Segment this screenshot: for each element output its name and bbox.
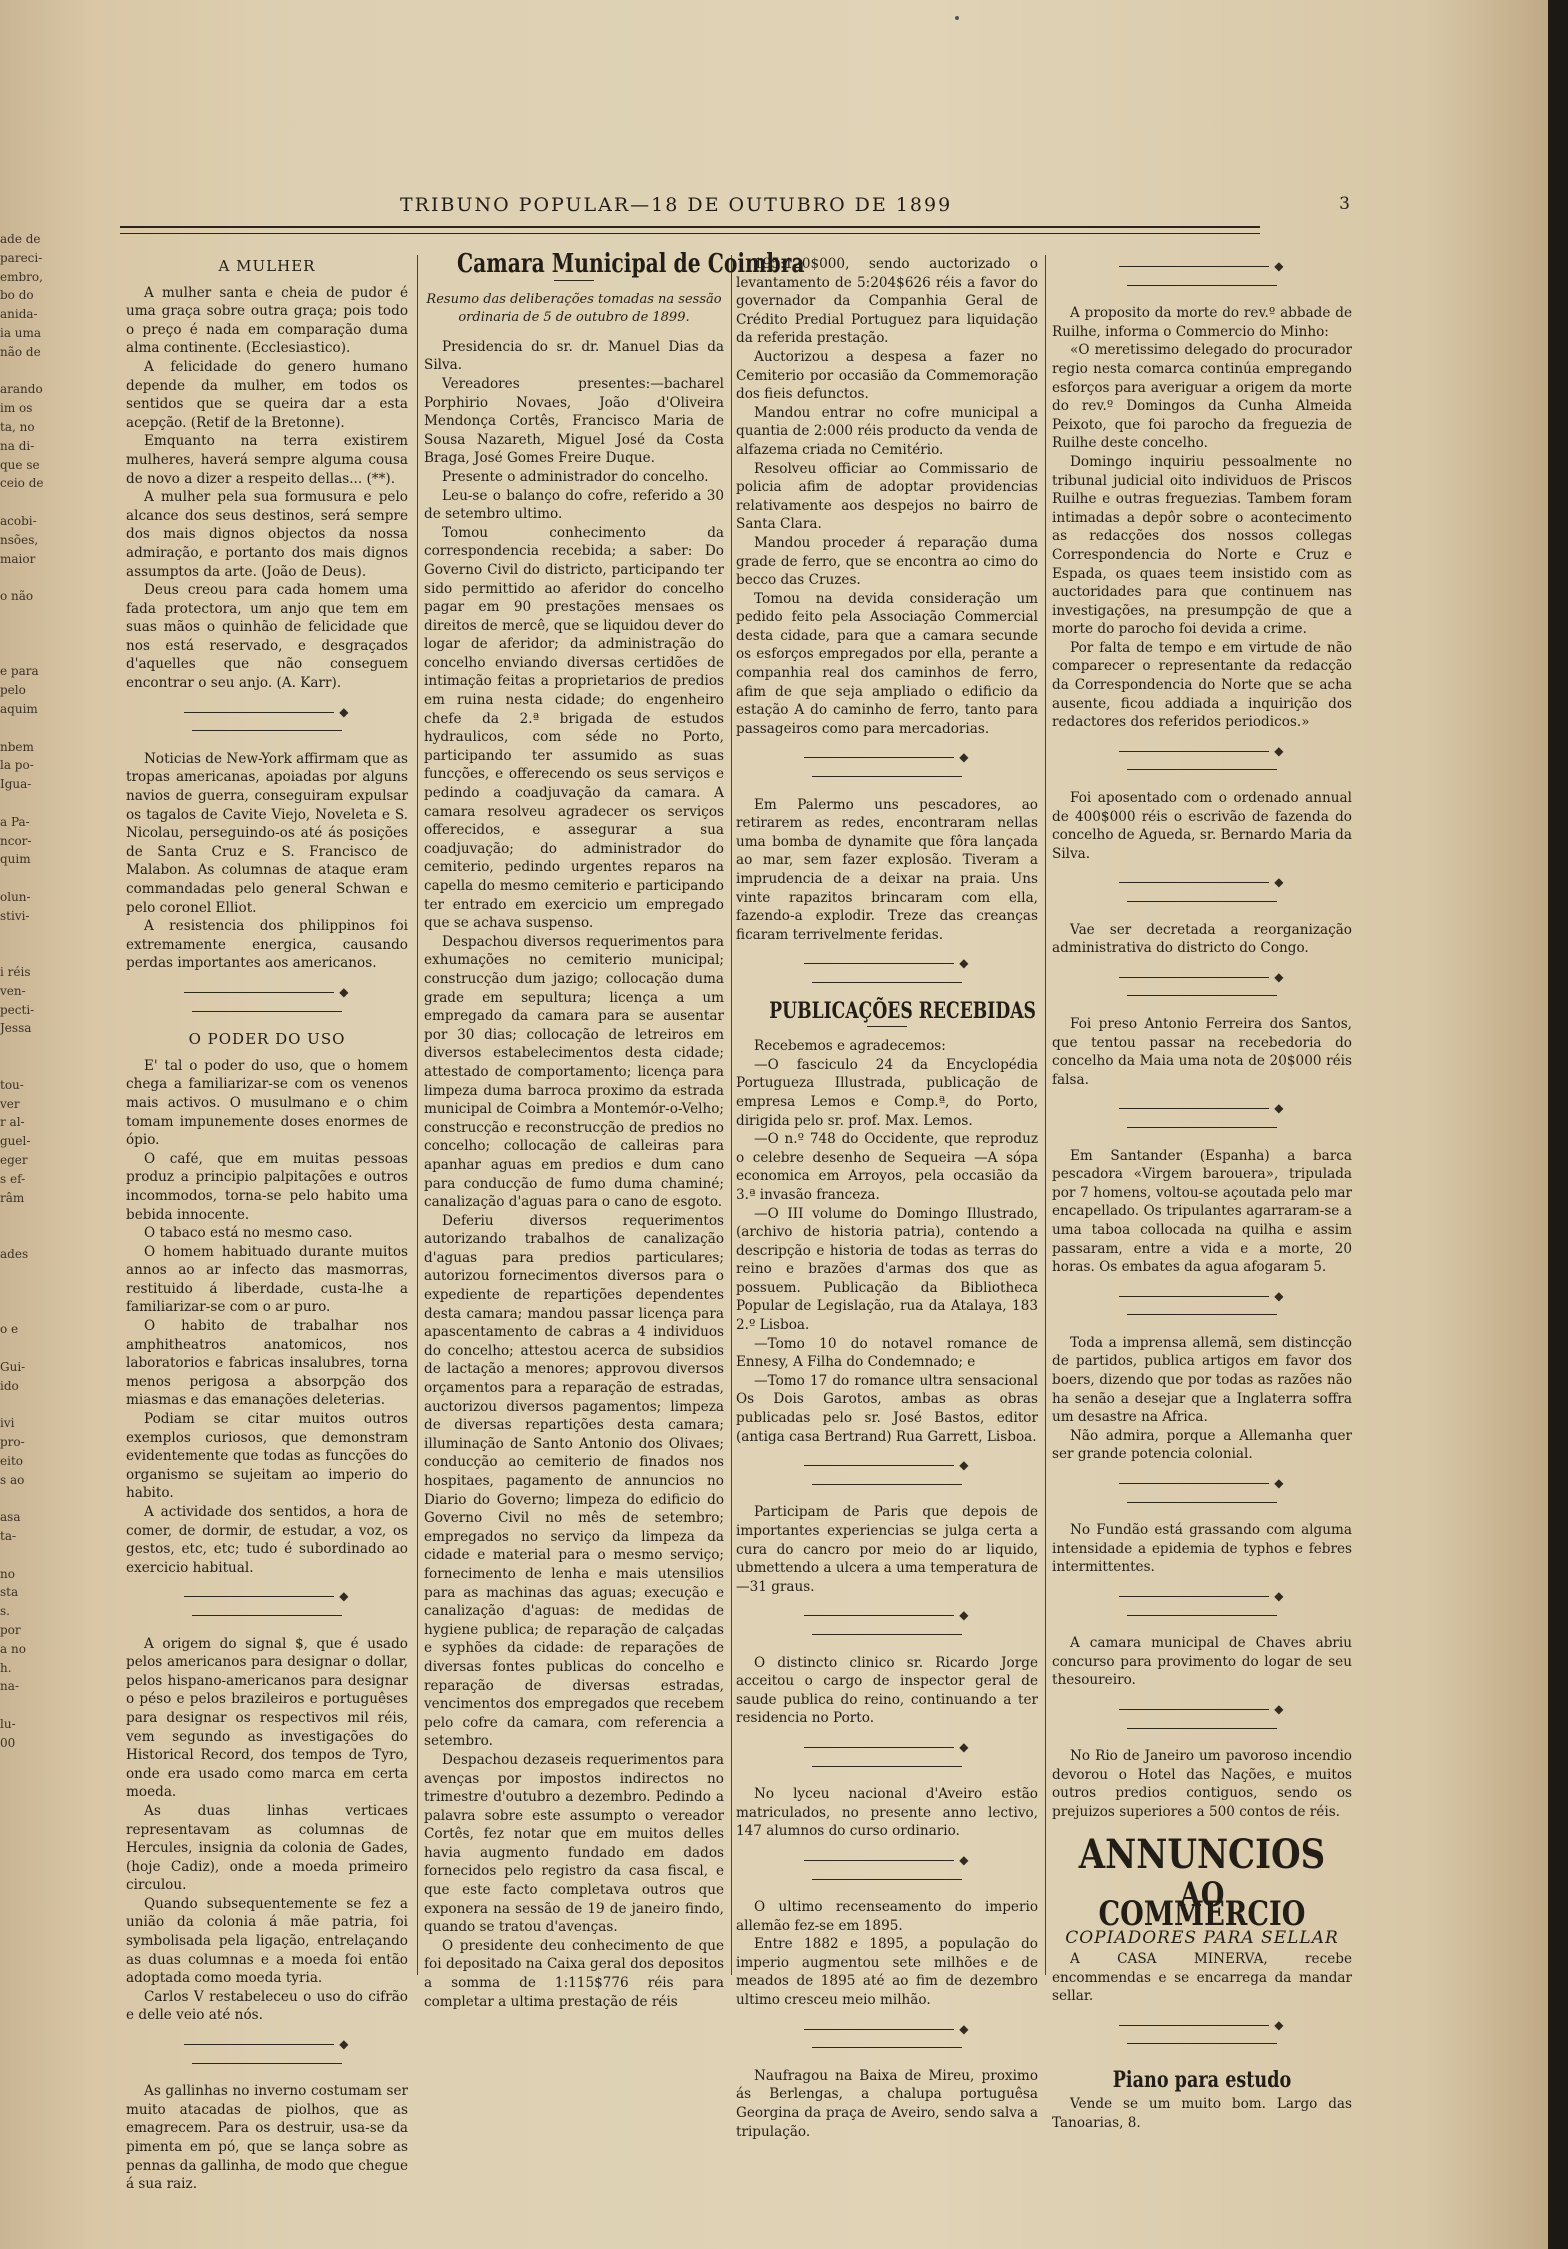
previous-page-edge	[0, 230, 44, 2030]
prev-page-fragment	[0, 1057, 32, 1076]
article-camara	[424, 338, 724, 2011]
article-congo: Vae ser decretada a reorganização administrativa do districto do Congo.	[1052, 921, 1352, 957]
prev-page-fragment: ta-	[0, 1528, 17, 1543]
prev-page-fragment: ades	[0, 1247, 29, 1262]
section-title-publicacoes: PUBLICAÇÕES RECEBIDAS	[769, 997, 1036, 1024]
paragraph: As gallinhas no inverno costumam ser muito atacadas de piolhos, que as emagrecem. Para os destruir, usa-se da pimenta em pó, que se lança sobre as pennas da gallinha, de modo que chegue á sua raiz.	[126, 2083, 408, 2193]
prev-page-fragment: ivi	[0, 1416, 15, 1431]
prev-page-fragment: lu-	[0, 1716, 16, 1731]
prev-page-fragment: olun-	[0, 889, 31, 904]
prev-page-fragment	[0, 1226, 32, 1245]
paragraph: Podiam se citar muitos outros exemplos curiosos, que demonstram evidentemente que todas as funcções do organismo se sujeitam ao imperio do habito.	[126, 1411, 408, 1502]
paragraph: Entre 1882 e 1895, a população do imperio augmentou sete milhões e de meados de 1895 até ao fim de dezembro ultimo cresceu meio milhão.	[736, 1936, 1038, 2009]
ornament-divider: ◆	[736, 2020, 1038, 2057]
masthead-title: TRIBUNO POPULAR—18 DE OUTUBRO DE 1899	[400, 194, 953, 216]
ornament-divider: ◆	[1052, 742, 1352, 779]
ornament-divider: ◆	[1052, 1099, 1352, 1136]
column-separator	[1045, 255, 1046, 1975]
prev-page-fragment	[0, 625, 32, 644]
article-title-mulher: A MULHER	[218, 257, 316, 275]
prev-page-fragment: r al-	[0, 1115, 25, 1130]
masthead	[120, 190, 1350, 222]
prev-page-fragment: e para	[0, 664, 39, 679]
prev-page-fragment: maior	[0, 551, 36, 566]
paragraph: A resistencia dos philippinos foi extremamente energica, causando perdas importantes aos americanos.	[126, 918, 408, 972]
paragraph: A proposito da morte do rev.º abbade de Ruilhe, informa o Commercio do Minho:	[1052, 305, 1352, 340]
prev-page-fragment: pelo	[0, 683, 26, 698]
article-camara-continued	[736, 255, 1038, 738]
column-3	[736, 255, 1038, 2141]
annuncios-heading: ANNUNCIOS	[1078, 1830, 1326, 1878]
masthead-rule-bottom	[120, 233, 1260, 234]
prev-page-fragment: ncor-	[0, 833, 32, 848]
ad-copiadores: COPIADORES PARA SELLAR	[1065, 1928, 1339, 1949]
prev-page-fragment: i réis	[0, 965, 31, 980]
paragraph: Presidencia do sr. dr. Manuel Dias da Silva.	[424, 338, 724, 374]
prev-page-fragment: na di-	[0, 438, 35, 453]
paragraph: Tomou na devida consideração um pedido feito pela Associação Commercial desta cidade, para que a camara secunde os esforços empregados por ella, perante a companhia real dos caminhos de ferro, afim de que seja ampliado o edificio da estação A do caminho de ferro, tanto para passageiros como para mercadorias.	[736, 590, 1038, 737]
prev-page-fragment	[0, 1395, 32, 1414]
ornament-divider: ◆	[126, 983, 408, 1020]
prev-page-fragment: aquim	[0, 701, 38, 716]
ornament-divider: ◆	[736, 748, 1038, 785]
prev-page-fragment	[0, 1546, 32, 1565]
column-separator	[417, 255, 418, 1975]
prev-page-fragment: quim	[0, 852, 31, 867]
prev-page-fragment: s.	[0, 1604, 10, 1619]
prev-page-fragment: nsões,	[0, 532, 39, 547]
prev-page-fragment: h.	[0, 1660, 12, 1675]
prev-page-fragment	[0, 362, 32, 381]
prev-page-fragment: 00	[0, 1735, 16, 1750]
ornament-divider: ◆	[736, 1456, 1038, 1493]
prev-page-fragment: ade de	[0, 232, 41, 246]
page-number: 3	[1339, 194, 1350, 214]
paragraph: Deus creou para cada homem uma fada protectora, um anjo que tem em suas mãos o quinhão de felicidade que nos está reservado, e desgraçados d'aquelles que não conseguem encontrar o seu anjo. (A. Karr).	[126, 582, 408, 692]
prev-page-fragment	[0, 1339, 32, 1358]
article-ruilhe	[1052, 304, 1352, 732]
ornament-divider: ◆	[1052, 1587, 1352, 1624]
article-palermo: Em Palermo uns pescadores, ao retirarem as redes, encontraram nellas uma bomba de dynamite que fôra lançada ao mar, sem fazer explosão. Tiveram a imprudencia de a deixar na praia. Uns vinte rapazitos brincaram com ella, fazendo-a explodir. Treze das creanças ficaram terrivelmente feridas.	[736, 796, 1038, 943]
paragraph: Recebemos e agradecemos:	[754, 1038, 946, 1055]
prev-page-fragment: im os	[0, 401, 33, 416]
paragraph: E' tal o poder do uso, que o homem chega a familiarizar-se com os venenos mais activos. O musulmano e o chim tomam impunemente doses enormes de ópio.	[126, 1057, 408, 1149]
masthead-rule-top	[120, 226, 1260, 228]
paragraph: O tabaco está no mesmo caso.	[144, 1225, 353, 1242]
paragraph: O café, que em muitas pessoas produz a principio palpitações e outros incommodos, torna-se pelo habito uma bebida innocente.	[126, 1150, 408, 1223]
article-title-poder: O PODER DO USO	[188, 1030, 346, 1049]
prev-page-fragment: na-	[0, 1679, 19, 1694]
article-lyceu: No lyceu nacional d'Aveiro estão matriculados, no presente anno lectivo, 147 alumnos do curso ordinario.	[736, 1786, 1038, 1840]
prev-page-fragment: pareci-	[0, 250, 43, 265]
prev-page-fragment	[0, 493, 32, 512]
article-aposentado: Foi aposentado com o ordenado annual de 400$000 réis o escrivão de fazenda do concelho de Agueda, sr. Bernardo Maria da Silva.	[1052, 790, 1352, 862]
paragraph: O homem habituado durante muitos annos ao ar infecto das masmorras, restituido á liberdade, custa-lhe a familiarizar-se com o ar puro.	[126, 1243, 408, 1316]
paragraph: —O fasciculo 24 da Encyclopédia Portugueza Illustrada, publicação de empresa Lemos e Comp.ª, do Porto, dirigida pelo sr. prof. Max. Lemos.	[736, 1056, 1038, 1129]
article-naufragio: Naufragou na Baixa de Mireu, proximo ás Berlengas, a chalupa portuguêsa Georgina da praça de Aveiro, sendo salva a tripulação.	[736, 2067, 1038, 2140]
paragraph: Emquanto na terra existirem mulheres, haverá sempre alguma cousa de novo a dizer a respeito dellas... (**).	[126, 433, 408, 487]
prev-page-fragment: o e	[0, 1322, 19, 1337]
prev-page-fragment	[0, 944, 32, 963]
paragraph: Noticias de New-York affirmam que as tropas americanas, apoiadas por alguns navios de guerra, conseguiram expulsar os tagalos de Cavite Viejo, Noveleta e S. Nicolau, perseguindo-os até ás posições de Santa Cruz e S. Francisco de Malabon. As columnas de ataque eram commandadas pelo general Schwan e pelo coronel Elliot.	[126, 750, 408, 916]
prev-page-fragment	[0, 719, 32, 738]
prev-page-fragment: por	[0, 1622, 21, 1637]
short-rule	[867, 1026, 907, 1027]
paragraph: Não admira, porque a Allemanha quer ser grande potencia colonial.	[1052, 1427, 1352, 1463]
paragraph: As duas linhas verticaes representavam as columnas de Hercules, insignia da colonia de Gades, (hoje Cadiz), onde a moeda primeiro circulou.	[126, 1802, 408, 1894]
prev-page-fragment: acobi-	[0, 513, 37, 528]
ornament-divider: ◆	[736, 954, 1038, 991]
ad-commercio-heading: AO COMMERCIO	[1098, 1875, 1306, 1934]
article-mulher	[126, 284, 408, 693]
paragraph: —O n.º 748 do Occidente, que reproduz o celebre desenho de Sequeira —A sópa economica em Arroyos, pela occasião da 3.ª invasão franceza.	[736, 1131, 1038, 1203]
prev-page-fragment: tou-	[0, 1077, 24, 1092]
ornament-divider: ◆	[736, 1738, 1038, 1775]
paragraph: —O III volume do Domingo Illustrado, (archivo de historia patria), contendo a descripção e historia de todas as terras do reino e brazões d'armas dos que as possuem. Publicação da Bibliotheca Popular de Legislação, rua da Atalaya, 183 2.º Lisboa.	[736, 1205, 1038, 1334]
paragraph: Domingo inquiriu pessoalmente no tribunal judicial oito individuos de Priscos Ruilhe e outras freguezias. Tambem foram intimadas a depôr sobre o acontecimento as redacções dos nossos collegas Correspondencia do Norte e Cruz e Espada, os quaes teem insistido com as auctoridades para que continuem nas investigações, na presumpção de que a morte do parocho foi devida a crime.	[1052, 453, 1352, 638]
paragraph: Toda a imprensa allemã, sem distincção de partidos, publica artigos em favor dos boers, dizendo que por todas as razões não ha senão a desejar que a Inglaterra soffra um desastre na Africa.	[1052, 1334, 1352, 1426]
ad-minerva: A CASA MINERVA, recebe encommendas e se encarrega da mandar sellar.	[1052, 1950, 1352, 2005]
prev-page-fragment	[0, 1301, 32, 1320]
column-2	[424, 249, 805, 2011]
prev-page-fragment	[0, 568, 32, 587]
prev-page-fragment: ven-	[0, 983, 26, 998]
ornament-divider: ◆	[1052, 2016, 1352, 2053]
prev-page-fragment: ia uma	[0, 325, 42, 340]
prev-page-fragment: nbem	[0, 739, 34, 754]
prev-page-fragment: não de	[0, 344, 41, 359]
paragraph: Por falta de tempo e em virtude de não comparecer o representante da redacção da Correspondencia do Norte que se acha ausente, ficou addiada a inquirição dos redactores dos referidos periodicos.»	[1052, 639, 1352, 731]
ornament-divider: ◆	[126, 703, 408, 740]
prev-page-fragment	[0, 1283, 32, 1302]
ornament-divider: ◆	[1052, 1474, 1352, 1511]
paragraph: Mandou entrar no cofre municipal a quantia de 2:000 réis producto da venda de alfazema criada no Cemitério.	[736, 404, 1038, 458]
article-subtitle-camara: Resumo das deliberações tomadas na sessão ordinaria de 5 de outubro de 1899.	[426, 291, 722, 326]
article-title-camara: Camara Municipal de Coimbra	[457, 249, 805, 279]
prev-page-fragment	[0, 869, 32, 888]
prev-page-fragment	[0, 1038, 32, 1057]
prev-page-fragment: ver	[0, 1096, 20, 1111]
article-signal	[126, 1635, 408, 2025]
ornament-divider: ◆	[1052, 1700, 1352, 1737]
article-poder	[126, 1057, 408, 1578]
column-1	[126, 255, 408, 2194]
prev-page-fragment: s ef-	[0, 1171, 26, 1186]
ornament-divider: ◆	[1052, 257, 1352, 294]
prev-page-fragment: guel-	[0, 1134, 31, 1149]
article-paris: Participam de Paris que depois de importantes experiencias se julga certa a cura do cancro por meio do ar liquido, ubmettendo a ulcera a uma temperatura de—31 graus.	[736, 1504, 1038, 1595]
paragraph: Leu-se o balanço do cofre, referido a 30 de setembro ultimo.	[424, 487, 724, 523]
paragraph: A mulher pela sua formusura e pelo alcance dos seus destinos, será sempre dos mais dignos objectos da nossa admiração, e portanto dos mais dignos assumptos da arte. (João de Deus).	[126, 489, 408, 580]
ornament-divider: ◆	[736, 1606, 1038, 1643]
paragraph: A actividade dos sentidos, a hora de comer, de dormir, de estudar, a voz, os gestos, etc, etc; tudo é subordinado ao exercicio habitual.	[126, 1504, 408, 1576]
article-noticias	[126, 750, 408, 973]
prev-page-fragment: sta	[0, 1585, 19, 1600]
ornament-divider: ◆	[1052, 968, 1352, 1005]
paragraph: Despachou dezaseis requerimentos para avenças por impostos indirectos no trimestre d'outubro a dezembro. Pedindo a palavra sobre este assumpto o vereador Cortês, fez notar que em muitos delles havia augmento fundado em dados fornecidos pelo registro da casa fiscal, e que este facto completava outros que exponera na sessão de 19 de janeiro findo, quando se tratou d'avenças.	[424, 1751, 724, 1936]
paragraph: O habito de trabalhar nos amphitheatros anatomicos, nos laboratorios e fabricas insalubres, torna menos perigosa a absorpção dos miasmas e das emanações deleterias.	[126, 1318, 408, 1409]
prev-page-fragment: que se	[0, 457, 40, 472]
prev-page-fragment	[0, 925, 32, 944]
paragraph: A mulher santa e cheia de pudor é uma graça sobre outra graça; pois todo o preço é nada em comparação duma alma continente. (Ecclesiastico).	[126, 284, 408, 357]
paragraph: «O meretissimo delegado do procurador regio nesta comarca continúa empregando esforços para averiguar a origem da morte do rev.º Domingos da Cunha Almeida Peixoto, que foi parocho da freguezia de Ruilhe deste concelho.	[1052, 342, 1352, 452]
article-imprensa	[1052, 1334, 1352, 1464]
prev-page-fragment: ido	[0, 1378, 19, 1393]
prev-page-fragment: ceio de	[0, 476, 44, 491]
prev-page-fragment: no	[0, 1566, 15, 1581]
paragraph: A felicidade do genero humano depende da mulher, em todos os sentidos que se queira dar a esta acepção. (Retif de la Bretonne).	[126, 358, 408, 431]
prev-page-fragment: arando	[0, 382, 43, 397]
prev-page-fragment: eger	[0, 1153, 28, 1168]
prev-page-fragment: ta, no	[0, 419, 35, 434]
paragraph: Presente o administrador do concelho.	[442, 468, 709, 485]
column-separator	[731, 255, 732, 1975]
paragraph: Carlos V restabeleceu o uso do cifrão e delle veio até nós.	[126, 1988, 408, 2024]
prev-page-fragment: a Pa-	[0, 814, 30, 829]
article-chaves: A camara municipal de Chaves abriu concurso para provimento do logar de seu thesoureiro.	[1052, 1635, 1352, 1689]
ornament-divider: ◆	[1052, 873, 1352, 910]
paragraph: A origem do signal $, que é usado pelos americanos para designar o dollar, pelos hispano-americanos para designar o péso e pelos brazileiros e portuguêses para designar os respectivos mil réis, vem segundo as investigações do Historical Record, dos tempos de Tyro, onde era usado como marca em certa moeda.	[126, 1635, 408, 1801]
paragraph: O presidente deu conhecimento de que foi depositado na Caixa geral dos depositos a somma de 1:115$776 réis para completar a ultima prestação de réis	[424, 1937, 724, 2010]
prev-page-fragment: pecti-	[0, 1002, 35, 1017]
prev-page-fragment: o não	[0, 589, 34, 604]
prev-page-fragment: bo do	[0, 288, 34, 303]
prev-page-fragment: s ao	[0, 1472, 25, 1487]
prev-page-fragment	[0, 1696, 32, 1715]
paragraph: Despachou diversos requerimentos para exhumações no cemiterio municipal; construcção dum jazigo; collocação duma grade em sepultura; licença a um empregado da camara para se ausentar por 30 dias; collocação de letreiros em diversos estabelecimentos desta cidade; attestado de comportamento; licença para limpeza duma barroca proximo da estrada municipal de Coimbra a Montemór-o-Velho; construcção e reconstrucção de predios no concelho; collocação de calleiras para apanhar aguas em predios e dum cano para conducção de fumo duma chaminé; canalização d'aguas para o cano de esgoto.	[424, 933, 724, 1211]
article-jorge: O distincto clinico sr. Ricardo Jorge acceitou o cargo de inspector geral de saude publica do reino, continuando a ter residencia no Porto.	[736, 1654, 1038, 1727]
prev-page-fragment	[0, 1489, 32, 1508]
paragraph: Auctorizou a despesa a fazer no Cemiterio por occasião da Commemoração dos fieis defunctos.	[736, 348, 1038, 403]
paragraph: 195:120$000, sendo auctorizado o levantamento de 5:204$626 réis a favor do governador da Companhia Geral de Crédito Predial Portuguez para liquidação da referida prestação.	[736, 256, 1038, 347]
prev-page-fragment: asa	[0, 1510, 21, 1525]
article-censo	[736, 1898, 1038, 2010]
ornament-divider: ◆	[126, 2035, 408, 2072]
ad-piano-heading: Piano para estudo	[1112, 2066, 1292, 2093]
prev-page-fragment: la po-	[0, 758, 34, 773]
paragraph: Vereadores presentes:—bacharel Porphirio Novaes, João d'Oliveira Mendonça Cortês, Francisco Maria de Sousa Nazareth, Miguel José da Costa Braga, José Gomes Freire Duque.	[424, 375, 724, 467]
prev-page-fragment: stivi-	[0, 908, 30, 923]
paragraph: O ultimo recenseamento do imperio allemão fez-se em 1895.	[736, 1899, 1038, 1934]
prev-page-fragment: Igua-	[0, 777, 32, 792]
prev-page-fragment	[0, 1207, 32, 1226]
paragraph: —Tomo 10 do notavel romance de Ennesy, A Filha do Condemnado; e	[736, 1335, 1038, 1371]
article-gallinhas	[126, 2082, 408, 2194]
article-publicacoes	[736, 1037, 1038, 1446]
prev-page-fragment: embro,	[0, 269, 43, 284]
prev-page-fragment: râm	[0, 1190, 25, 1205]
paragraph: Tomou conhecimento da correspondencia recebida; a saber: Do Governo Civil do districto, participando ter sido permittido ao aferidor do concelho pagar em 90 prestações mensaes os direitos de mercê, que se liquidou dever do logar de aferidor; da administração do concelho enviando diversas certidões de intimação feitas a proprietarios de predios em ruina nesta cidade; do engenheiro chefe da 2.ª brigada de estudos hydraulicos, com séde no Porto, participando ter assumido as suas funcções, e offerecendo os seus serviços e pedindo a coadjuvação da camara. A camara resolveu agradecer os serviços offerecidos, e assegurar a sua coadjuvação; do administrador do cemiterio, pedindo urgentes reparos na capella do mesmo cemiterio e participando ter entrado em exercicio um empregado que se achava suspenso.	[424, 524, 724, 932]
paragraph: —Tomo 17 do romance ultra sensacional Os Dois Garotos, ambas as obras publicadas pelo sr. José Bastos, editor (antiga casa Bertrand) Rua Garrett, Lisboa.	[736, 1372, 1038, 1445]
paragraph: Deferiu diversos requerimentos autorizando trabalhos de canalização d'aguas para predios particulares; autorizou fornecimentos diversos para o expediente de repartições dependentes desta camara; mandou passar licença para apascentamento de cabras a 4 individuos do concelho; attestou acerca de subsidios de lactação a menores; approvou diversos orçamentos para a reparação de estradas, auctorizou diversos pagamentos; limpeza de diversas repartições desta camara; illuminação de Santo Antonio dos Olivaes; conducção ao cemiterio de finados nos hospitaes, pagamento de annuncios no Diario do Governo; limpeza do edificio do Governo Civil no mês de setembro; empregados no serviço da limpeza da cidade e material para o mesmo serviço; fornecimento de lenha e mais utensilios para as machinas das aguas; execução e canalização d'aguas: de medidas de hygiene publica; de reparação de calçadas e syphões da cidade: de reparações de diversas fontes publicas do concelho e reparação de diversas estradas, vencimentos dos empregados que recebem pelo cofre da camara, com referencia a setembro.	[424, 1212, 724, 1750]
ad-piano: Vende se um muito bom. Largo das Tanoarias, 8.	[1052, 2096, 1352, 2132]
ornament-divider: ◆	[736, 1851, 1038, 1888]
prev-page-fragment	[0, 606, 32, 625]
prev-page-fragment	[0, 1264, 32, 1283]
prev-page-fragment: Jessa	[0, 1021, 32, 1036]
article-preso: Foi preso Antonio Ferreira dos Santos, que tentou passar na recebedoria do concelho da Maia uma nota de 20$000 réis falsa.	[1052, 1015, 1352, 1088]
ink-spot	[955, 16, 959, 20]
prev-page-fragment: anida-	[0, 307, 38, 322]
prev-page-fragment: pro-	[0, 1435, 25, 1449]
article-fundao: No Fundão está grassando com alguma intensidade a epidemia de typhos e febres intermittentes.	[1052, 1522, 1352, 1576]
paragraph: Resolveu officiar ao Commissario de policia afim de adoptar providencias relativamente aos despejos no bairro de Santa Clara.	[736, 460, 1038, 533]
article-santander: Em Santander (Espanha) a barca pescadora «Virgem barouera», tripulada por 7 homens, voltou-se açoutada pelo mar encapellado. Os tripulantes agarraram-se a uma taboa collocada na quilha e assim passaram, entre a vida e a morte, 20 horas. Os embates da agua afogaram 5.	[1052, 1147, 1352, 1276]
prev-page-fragment: a no	[0, 1641, 26, 1656]
prev-page-fragment	[0, 794, 32, 813]
ornament-divider: ◆	[126, 1587, 408, 1624]
article-rio: No Rio de Janeiro um pavoroso incendio devorou o Hotel das Nações, e muitos outros predios contiguos, sendo os prejuizos superiores a 500 contos de réis.	[1052, 1748, 1352, 1820]
paragraph: Mandou proceder á reparação duma grade de ferro, que se encontra ao cimo do becco das Cruzes.	[736, 534, 1038, 589]
prev-page-fragment	[0, 644, 32, 663]
prev-page-fragment: Gui-	[0, 1359, 26, 1374]
prev-page-fragment: eito	[0, 1453, 23, 1468]
ornament-divider: ◆	[1052, 1287, 1352, 1324]
short-rule	[554, 280, 594, 281]
column-4	[1052, 255, 1352, 2133]
paragraph: Quando subsequentemente se fez a união da colonia á mãe patria, foi symbolisada pela ligação, entrelaçando as duas columnas e a moeda foi então adoptada como moeda tyria.	[126, 1895, 408, 1987]
